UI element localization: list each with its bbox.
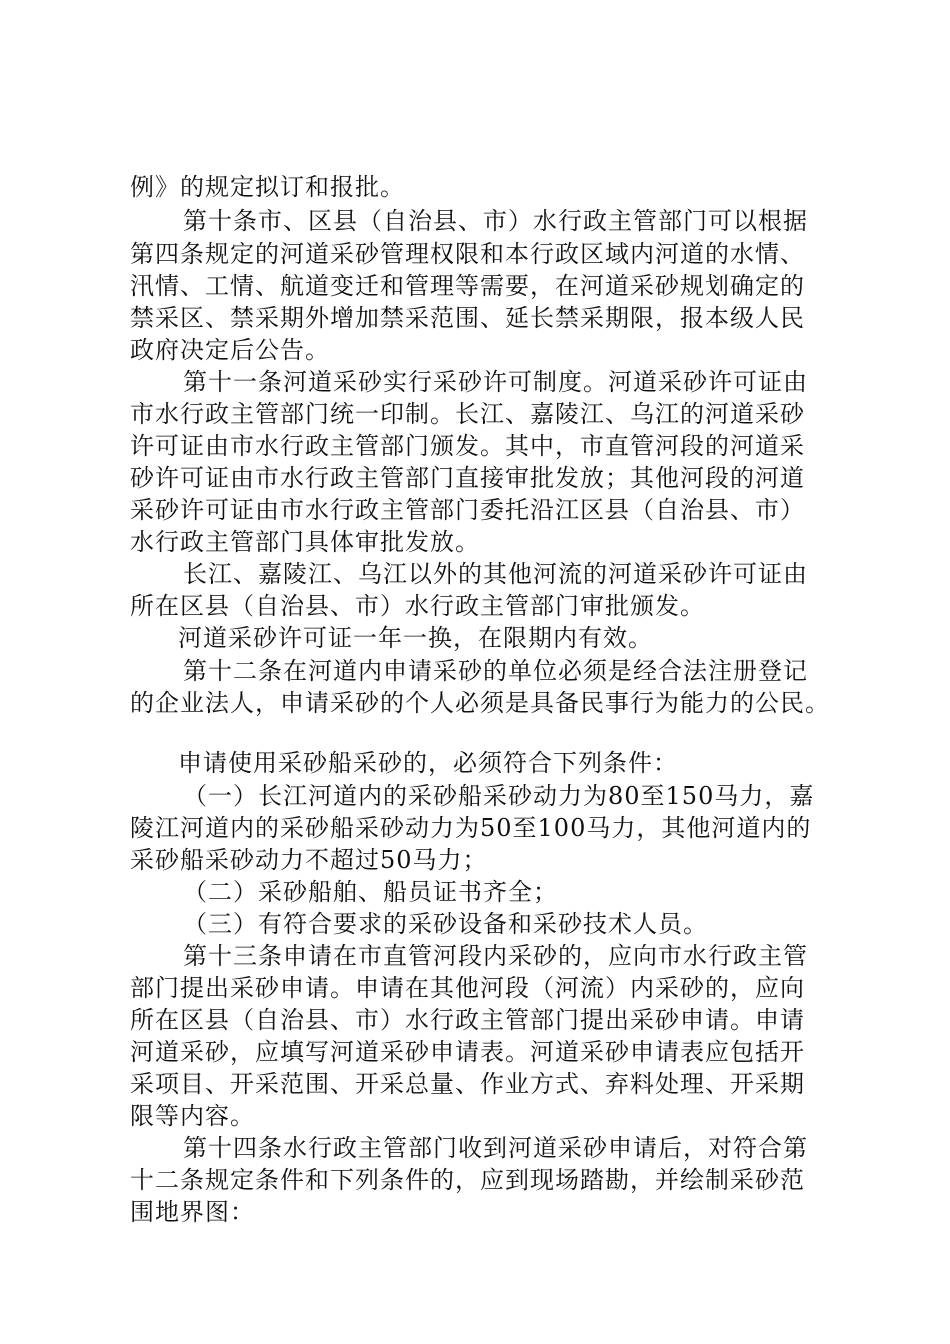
text-line: 政府决定后公告。 (130, 336, 330, 364)
text-line: 申请使用采砂船采砂的，必须符合下列条件： (178, 749, 678, 777)
text-line: 许可证由市水行政主管部门颁发。其中，市直管河段的河道采 (130, 432, 805, 460)
text-line: 第十二条在河道内申请采砂的单位必须是经合法注册登记 (183, 657, 808, 685)
text-line: 第四条规定的河道采砂管理权限和本行政区域内河道的水情、 (130, 240, 805, 268)
text-line: 汛情、工情、航道变迁和管理等需要，在河道采砂规划确定的 (130, 272, 805, 300)
text-line: 陵江河道内的采砂船采砂动力为50至100马力，其他河道内的 (130, 814, 812, 842)
text-line: 长江、嘉陵江、乌江以外的其他河流的河道采砂许可证由 (183, 560, 808, 588)
text-line: 水行政主管部门具体审批发放。 (130, 528, 480, 556)
text-line: 禁采区、禁采期外增加禁采范围、延长禁采期限，报本级人民 (130, 304, 805, 332)
text-line: （一）长江河道内的采砂船采砂动力为80至150马力，嘉 (183, 782, 815, 810)
text-line: 市水行政主管部门统一印制。长江、嘉陵江、乌江的河道采砂 (130, 400, 805, 428)
text-line: 例》的规定拟订和报批。 (130, 173, 405, 201)
text-line: 所在区县（自治县、市）水行政主管部门审批颁发。 (130, 592, 705, 620)
text-line: 河道采砂许可证一年一换，在限期内有效。 (178, 624, 653, 652)
text-line: （二）采砂船舶、船员证书齐全； (183, 878, 558, 906)
text-line: （三）有符合要求的采砂设备和采砂技术人员。 (183, 910, 708, 938)
text-line: 十二条规定条件和下列条件的，应到现场踏勘，并绘制采砂范 (130, 1166, 805, 1194)
text-line: 部门提出采砂申请。申请在其他河段（河流）内采砂的，应向 (130, 974, 805, 1002)
text-line: 第十一条河道采砂实行采砂许可制度。河道采砂许可证由 (183, 368, 808, 396)
text-line: 第十三条申请在市直管河段内采砂的，应向市水行政主管 (183, 942, 808, 970)
text-line: 砂许可证由市水行政主管部门直接审批发放；其他河段的河道 (130, 464, 805, 492)
text-line: 采砂船采砂动力不超过50马力； (130, 846, 488, 874)
text-line: 围地界图： (130, 1198, 255, 1226)
text-line: 所在区县（自治县、市）水行政主管部门提出采砂申请。申请 (130, 1006, 805, 1034)
text-line: 限等内容。 (130, 1102, 255, 1130)
text-line: 第十四条水行政主管部门收到河道采砂申请后，对符合第 (183, 1134, 808, 1162)
text-line: 采项目、开采范围、开采总量、作业方式、弃料处理、开采期 (130, 1070, 805, 1098)
text-line: 的企业法人，申请采砂的个人必须是具备民事行为能力的公民。 (130, 689, 830, 717)
text-line: 河道采砂，应填写河道采砂申请表。河道采砂申请表应包括开 (130, 1038, 805, 1066)
text-line: 第十条市、区县（自治县、市）水行政主管部门可以根据 (183, 207, 808, 235)
text-line: 采砂许可证由市水行政主管部门委托沿江区县（自治县、市） (130, 496, 805, 524)
